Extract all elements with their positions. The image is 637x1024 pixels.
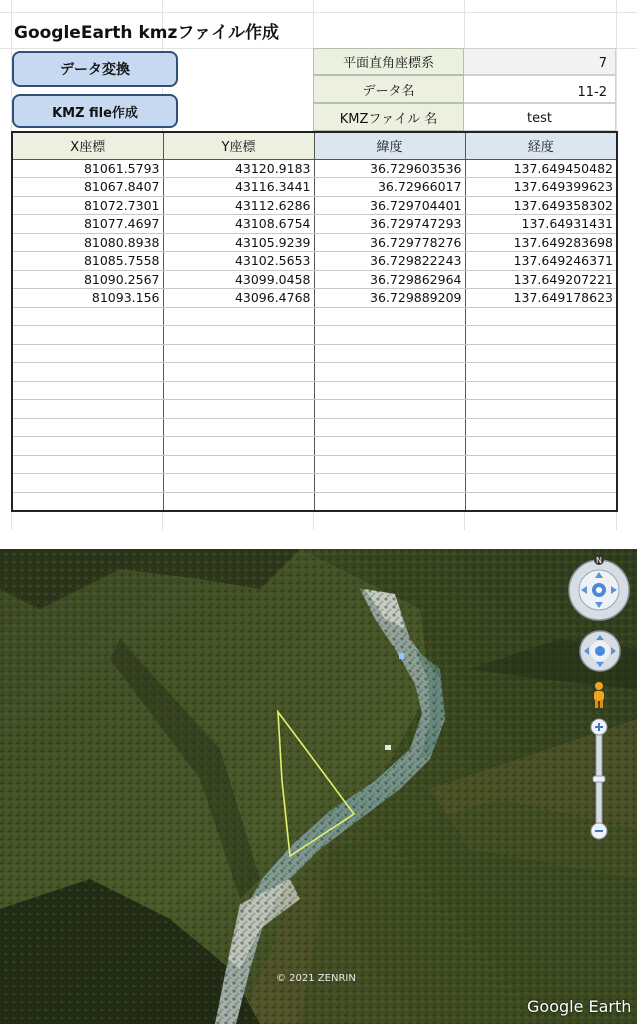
- empty-cell[interactable]: [12, 381, 163, 400]
- empty-cell[interactable]: [465, 381, 617, 400]
- latitude-cell[interactable]: 36.72966017: [314, 178, 465, 197]
- x-coord-cell[interactable]: 81093.156: [12, 289, 163, 308]
- header-latitude: 緯度: [314, 132, 465, 159]
- empty-cell[interactable]: [465, 437, 617, 456]
- coord-system-label: 平面直角座標系: [313, 48, 464, 75]
- zoom-slider[interactable]: [590, 717, 608, 842]
- table-row: [12, 270, 617, 289]
- empty-cell[interactable]: [163, 492, 314, 511]
- x-coord-cell[interactable]: 81061.5793: [12, 159, 163, 178]
- empty-cell[interactable]: [163, 437, 314, 456]
- empty-cell[interactable]: [12, 474, 163, 493]
- empty-cell[interactable]: [465, 400, 617, 419]
- table-row: [12, 233, 617, 252]
- empty-cell[interactable]: [465, 344, 617, 363]
- svg-text:N: N: [596, 556, 602, 565]
- zoom-out-icon: [591, 823, 607, 839]
- empty-cell[interactable]: [163, 381, 314, 400]
- table-row: [12, 289, 617, 308]
- street-view-pegman-icon[interactable]: [590, 681, 608, 709]
- empty-cell[interactable]: [163, 455, 314, 474]
- empty-cell[interactable]: [163, 474, 314, 493]
- empty-table-row: [12, 418, 617, 437]
- empty-cell[interactable]: [314, 418, 465, 437]
- empty-cell[interactable]: [12, 307, 163, 326]
- header-longitude: 経度: [465, 132, 617, 159]
- longitude-cell[interactable]: 137.649178623: [465, 289, 617, 308]
- y-coord-cell[interactable]: 43108.6754: [163, 215, 314, 234]
- empty-cell[interactable]: [12, 400, 163, 419]
- empty-cell[interactable]: [12, 418, 163, 437]
- longitude-cell[interactable]: 137.649283698: [465, 233, 617, 252]
- kmz-filename-cell[interactable]: test: [464, 103, 616, 131]
- table-row: [12, 196, 617, 215]
- empty-cell[interactable]: [465, 418, 617, 437]
- empty-cell[interactable]: [12, 326, 163, 345]
- empty-table-row: [12, 363, 617, 382]
- empty-cell[interactable]: [163, 363, 314, 382]
- latitude-cell[interactable]: 36.729822243: [314, 252, 465, 271]
- google-earth-view[interactable]: [0, 549, 637, 1024]
- latitude-cell[interactable]: 36.729889209: [314, 289, 465, 308]
- y-coord-cell[interactable]: 43116.3441: [163, 178, 314, 197]
- google-earth-logo: Google Earth: [527, 997, 632, 1016]
- convert-data-button[interactable]: データ変換: [12, 51, 178, 87]
- x-coord-cell[interactable]: 81077.4697: [12, 215, 163, 234]
- satellite-terrain: [0, 549, 637, 1024]
- table-row: [12, 215, 617, 234]
- empty-cell[interactable]: [314, 307, 465, 326]
- empty-cell[interactable]: [465, 307, 617, 326]
- empty-cell[interactable]: [12, 437, 163, 456]
- y-coord-cell[interactable]: 43120.9183: [163, 159, 314, 178]
- empty-table-row: [12, 455, 617, 474]
- y-coord-cell[interactable]: 43096.4768: [163, 289, 314, 308]
- empty-cell[interactable]: [314, 400, 465, 419]
- longitude-cell[interactable]: 137.649358302: [465, 196, 617, 215]
- table-header-row: [12, 132, 617, 159]
- empty-cell[interactable]: [163, 326, 314, 345]
- y-coord-cell[interactable]: 43105.9239: [163, 233, 314, 252]
- x-coord-cell[interactable]: 81072.7301: [12, 196, 163, 215]
- longitude-cell[interactable]: 137.649207221: [465, 270, 617, 289]
- empty-cell[interactable]: [12, 455, 163, 474]
- empty-cell[interactable]: [314, 492, 465, 511]
- compass-icon[interactable]: [566, 554, 632, 622]
- x-coord-cell[interactable]: 81090.2567: [12, 270, 163, 289]
- empty-table-row: [12, 344, 617, 363]
- empty-table-row: [12, 492, 617, 511]
- zoom-in-icon: [591, 719, 607, 735]
- coord-system-cell[interactable]: 7: [464, 48, 616, 75]
- empty-table-row: [12, 326, 617, 345]
- longitude-cell[interactable]: 137.649246371: [465, 252, 617, 271]
- empty-cell[interactable]: [12, 344, 163, 363]
- empty-cell[interactable]: [163, 418, 314, 437]
- map-copyright: © 2021 ZENRIN: [276, 973, 356, 984]
- app-title: GoogleEarth kmzファイル作成: [14, 23, 280, 43]
- table-body: [12, 159, 617, 511]
- empty-cell[interactable]: [314, 363, 465, 382]
- empty-cell[interactable]: [12, 363, 163, 382]
- longitude-cell[interactable]: 137.649399623: [465, 178, 617, 197]
- empty-cell[interactable]: [465, 455, 617, 474]
- latitude-cell[interactable]: 36.729862964: [314, 270, 465, 289]
- empty-cell[interactable]: [465, 474, 617, 493]
- longitude-cell[interactable]: 137.649450482: [465, 159, 617, 178]
- longitude-cell[interactable]: 137.64931431: [465, 215, 617, 234]
- empty-cell[interactable]: [163, 307, 314, 326]
- empty-cell[interactable]: [314, 474, 465, 493]
- pan-control-icon[interactable]: [578, 629, 622, 673]
- map-marker: [399, 653, 404, 659]
- empty-cell[interactable]: [314, 455, 465, 474]
- empty-table-row: [12, 474, 617, 493]
- y-coord-cell[interactable]: 43102.5653: [163, 252, 314, 271]
- empty-cell[interactable]: [163, 344, 314, 363]
- empty-cell[interactable]: [12, 492, 163, 511]
- x-coord-cell[interactable]: 81085.7558: [12, 252, 163, 271]
- empty-cell[interactable]: [314, 437, 465, 456]
- latitude-cell[interactable]: 36.729778276: [314, 233, 465, 252]
- table-row: [12, 159, 617, 178]
- empty-cell[interactable]: [314, 344, 465, 363]
- table-row: [12, 252, 617, 271]
- empty-table-row: [12, 437, 617, 456]
- header-x-coord: X座標: [12, 132, 163, 159]
- empty-cell[interactable]: [314, 381, 465, 400]
- create-kmz-button[interactable]: KMZ file作成: [12, 94, 178, 128]
- table-row: [12, 178, 617, 197]
- coordinate-table: [11, 131, 618, 512]
- empty-cell[interactable]: [163, 400, 314, 419]
- data-name-cell[interactable]: 11-2: [464, 75, 616, 103]
- latitude-cell[interactable]: 36.729704401: [314, 196, 465, 215]
- y-coord-cell[interactable]: 43099.0458: [163, 270, 314, 289]
- empty-cell[interactable]: [465, 326, 617, 345]
- header-y-coord: Y座標: [163, 132, 314, 159]
- empty-cell[interactable]: [465, 492, 617, 511]
- grid-line: [0, 12, 637, 13]
- latitude-cell[interactable]: 36.729747293: [314, 215, 465, 234]
- x-coord-cell[interactable]: 81080.8938: [12, 233, 163, 252]
- y-coord-cell[interactable]: 43112.6286: [163, 196, 314, 215]
- data-name-label: データ名: [313, 75, 464, 103]
- kmz-filename-label: KMZファイル 名: [313, 103, 464, 131]
- empty-table-row: [12, 307, 617, 326]
- empty-cell[interactable]: [314, 326, 465, 345]
- empty-cell[interactable]: [465, 363, 617, 382]
- x-coord-cell[interactable]: 81067.8407: [12, 178, 163, 197]
- empty-table-row: [12, 381, 617, 400]
- empty-table-row: [12, 400, 617, 419]
- latitude-cell[interactable]: 36.729603536: [314, 159, 465, 178]
